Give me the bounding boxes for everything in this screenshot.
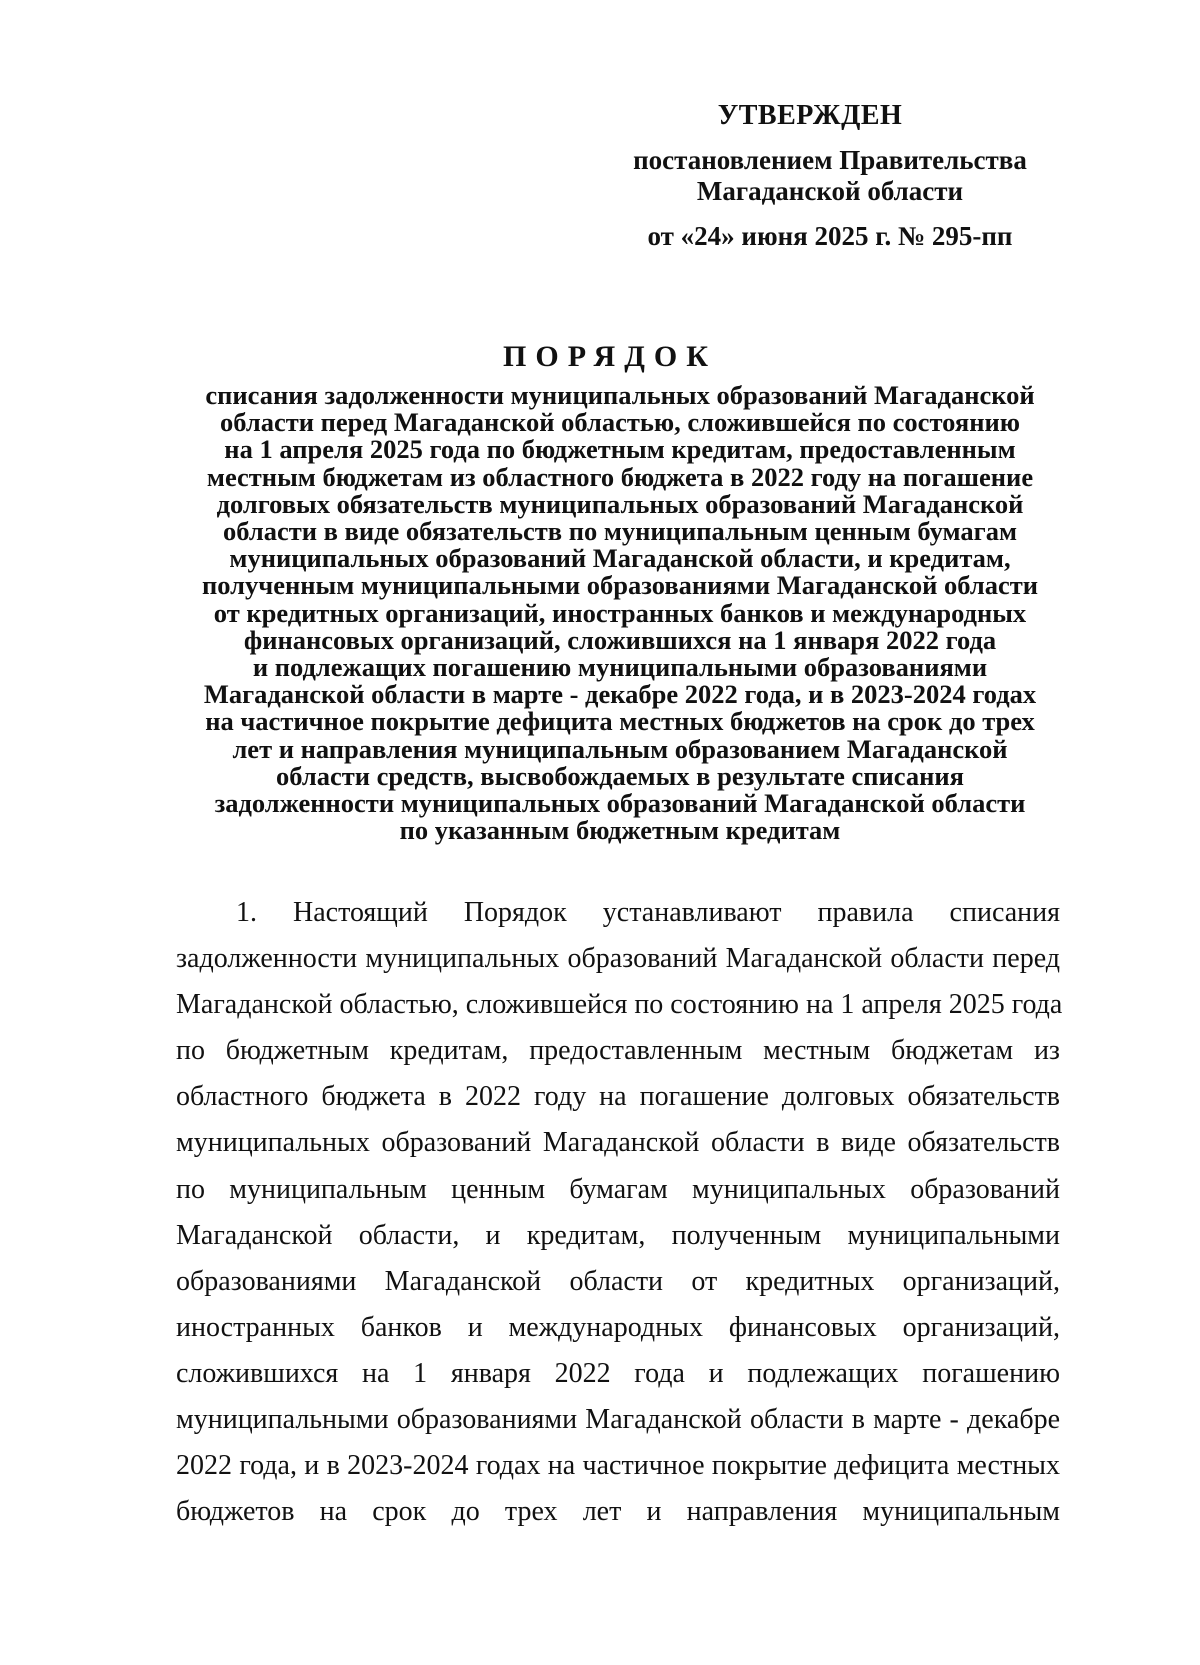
body-line: 2022 года, и в 2023-2024 годах на частичное покрытие дефицита местных bbox=[176, 1450, 1060, 1482]
body-line: по бюджетным кредитам, предоставленным местным бюджетам из bbox=[176, 1035, 1060, 1067]
subtitle-line: списания задолженности муниципальных образований Магаданской bbox=[205, 380, 1035, 410]
subtitle-line: муниципальных образований Магаданской области, и кредитам, bbox=[229, 543, 1011, 574]
subtitle-line: местным бюджетам из областного бюджета в 2022 году на погашение bbox=[206, 461, 1034, 492]
subtitle-line: области средств, высвобождаемых в результате списания bbox=[276, 760, 964, 791]
body-line: муниципальных образований Магаданской области в виде обязательств bbox=[176, 1127, 1060, 1159]
approval-decree-line1: постановлением Правительства bbox=[633, 145, 1027, 175]
body-line: муниципальными образованиями Магаданской области в марте - декабре bbox=[176, 1404, 1060, 1436]
document-body-paragraph bbox=[176, 890, 1063, 1535]
subtitle-line: области в виде обязательств по муниципальным ценным бумагам bbox=[222, 516, 1018, 547]
subtitle-line: на частичное покрытие дефицита местных бюджетов на срок до трех bbox=[205, 706, 1035, 737]
subtitle-line: по указанным бюджетным кредитам bbox=[399, 815, 841, 846]
body-line: областного бюджета в 2022 году на погашение долговых обязательств bbox=[176, 1081, 1060, 1113]
subtitle-line: области перед Магаданской областью, сложившейся по состоянию bbox=[220, 407, 1020, 438]
body-line: бюджетов на срок до трех лет и направления муниципальным bbox=[176, 1496, 1060, 1528]
approval-decree-line2: Магаданской области bbox=[696, 176, 964, 206]
document-subtitle bbox=[150, 382, 1090, 844]
subtitle-line: полученным муниципальными образованиями Магаданской области bbox=[201, 570, 1039, 601]
body-line: Магаданской области, и кредитам, полученным муниципальными bbox=[176, 1219, 1060, 1251]
approval-block bbox=[620, 100, 1040, 252]
body-line: иностранных банков и международных финансовых организаций, bbox=[176, 1311, 1060, 1343]
body-line: Магаданской областью, сложившейся по состоянию на 1 апреля 2025 года bbox=[176, 989, 1063, 1021]
subtitle-line: лет и направления муниципальным образованием Магаданской bbox=[232, 733, 1008, 764]
body-line: задолженности муниципальных образований Магаданской области перед bbox=[176, 943, 1060, 975]
body-line: 1. Настоящий Порядок устанавливают правила списания bbox=[236, 897, 1060, 928]
subtitle-line: задолженности муниципальных образований Магаданской области bbox=[214, 788, 1026, 819]
approval-decree-date: от «24» июня 2025 г. № 295-пп bbox=[647, 221, 1013, 251]
subtitle-line: финансовых организаций, сложившихся на 1 января 2022 года bbox=[243, 624, 997, 655]
subtitle-line: долговых обязательств муниципальных образований Магаданской bbox=[216, 488, 1024, 519]
subtitle-line: и подлежащих погашению муниципальными образованиями bbox=[252, 652, 988, 683]
subtitle-line: от кредитных организаций, иностранных банков и международных bbox=[213, 597, 1027, 628]
body-line: образованиями Магаданской области от кредитных организаций, bbox=[176, 1265, 1060, 1297]
body-line: по муниципальным ценным бумагам муниципальных образований bbox=[176, 1173, 1060, 1205]
subtitle-line: Магаданской области в марте - декабре 2022 года, и в 2023-2024 годах bbox=[203, 679, 1037, 710]
approval-heading: УТВЕРЖДЕН bbox=[717, 100, 903, 131]
subtitle-line: на 1 апреля 2025 года по бюджетным кредитам, предоставленным bbox=[224, 434, 1016, 465]
body-line: сложившихся на 1 января 2022 года и подлежащих погашению bbox=[176, 1357, 1060, 1389]
document-title: ПОРЯДОК bbox=[503, 340, 717, 373]
